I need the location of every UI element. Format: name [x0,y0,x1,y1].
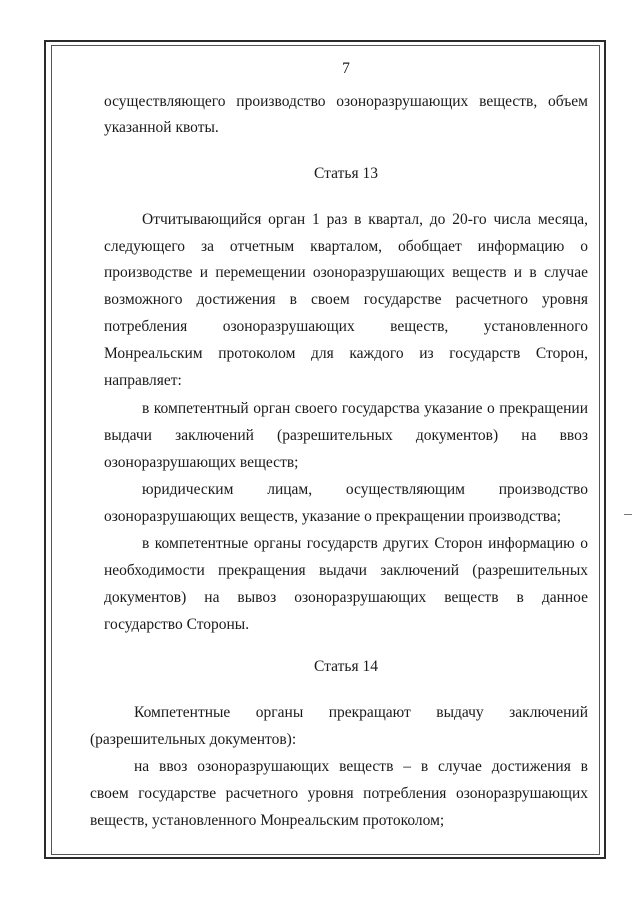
article-13-p1-line-5: потребления озоноразрушающих веществ, установленного [104,318,588,335]
article-13-p2-line-3: озоноразрушающих веществ; [104,454,299,471]
article-13-p1-line-1: Отчитывающийся орган 1 раз в квартал, до 20-го числа месяца, [142,211,588,228]
article-13-p4-line-3: документов) на вывоз озоноразрушающих веществ в данное [104,589,588,606]
article-14-p2-line-3: веществ, установленного Монреальским протоколом; [90,812,445,829]
article-14-p1-line-2: (разрешительных документов): [90,731,297,748]
intro-line-2: указанной квоты. [104,119,219,136]
article-13-p1-line-7: направляет: [104,372,182,389]
article-13-title: Статья 13 [314,165,378,182]
article-14-p2-line-1: на ввоз озоноразрушающих веществ – в случае достижения в [134,758,588,775]
article-13-p4-line-1: в компетентные органы государств других Сторон информацию о [142,535,588,552]
article-13-p3-line-1: юридическим лицам, осуществляющим производство [142,481,588,498]
scan-margin-mark [624,514,632,515]
article-13-p3-line-2: озоноразрушающих веществ, указание о прекращении производства; [104,508,562,525]
article-13-p1-line-4: возможного достижения в своем государстве расчетного уровня [104,291,588,308]
article-13-p2-line-2: выдачи заключений (разрешительных документов) на ввоз [104,427,588,444]
article-13-p4-line-2: необходимости прекращения выдачи заключений (разрешительных [104,562,588,579]
page-number: 7 [342,60,350,77]
article-14-p2-line-2: своем государстве расчетного уровня потребления озоноразрушающих [90,785,588,802]
article-13-p4-line-4: государство Стороны. [104,616,250,633]
article-14-title: Статья 14 [314,658,378,675]
article-13-p1-line-6: Монреальским протоколом для каждого из государств Сторон, [104,345,588,362]
article-14-p1-line-1: Компетентные органы прекращают выдачу заключений [134,704,588,721]
intro-line-1: осуществляющего производство озоноразрушающих веществ, объем [104,93,588,110]
article-13-p2-line-1: в компетентный орган своего государства указание о прекращении [142,400,588,417]
article-13-p1-line-2: следующего за отчетным кварталом, обобщает информацию о [104,238,588,255]
article-13-p1-line-3: производстве и перемещении озоноразрушающих веществ и в случае [104,264,588,281]
